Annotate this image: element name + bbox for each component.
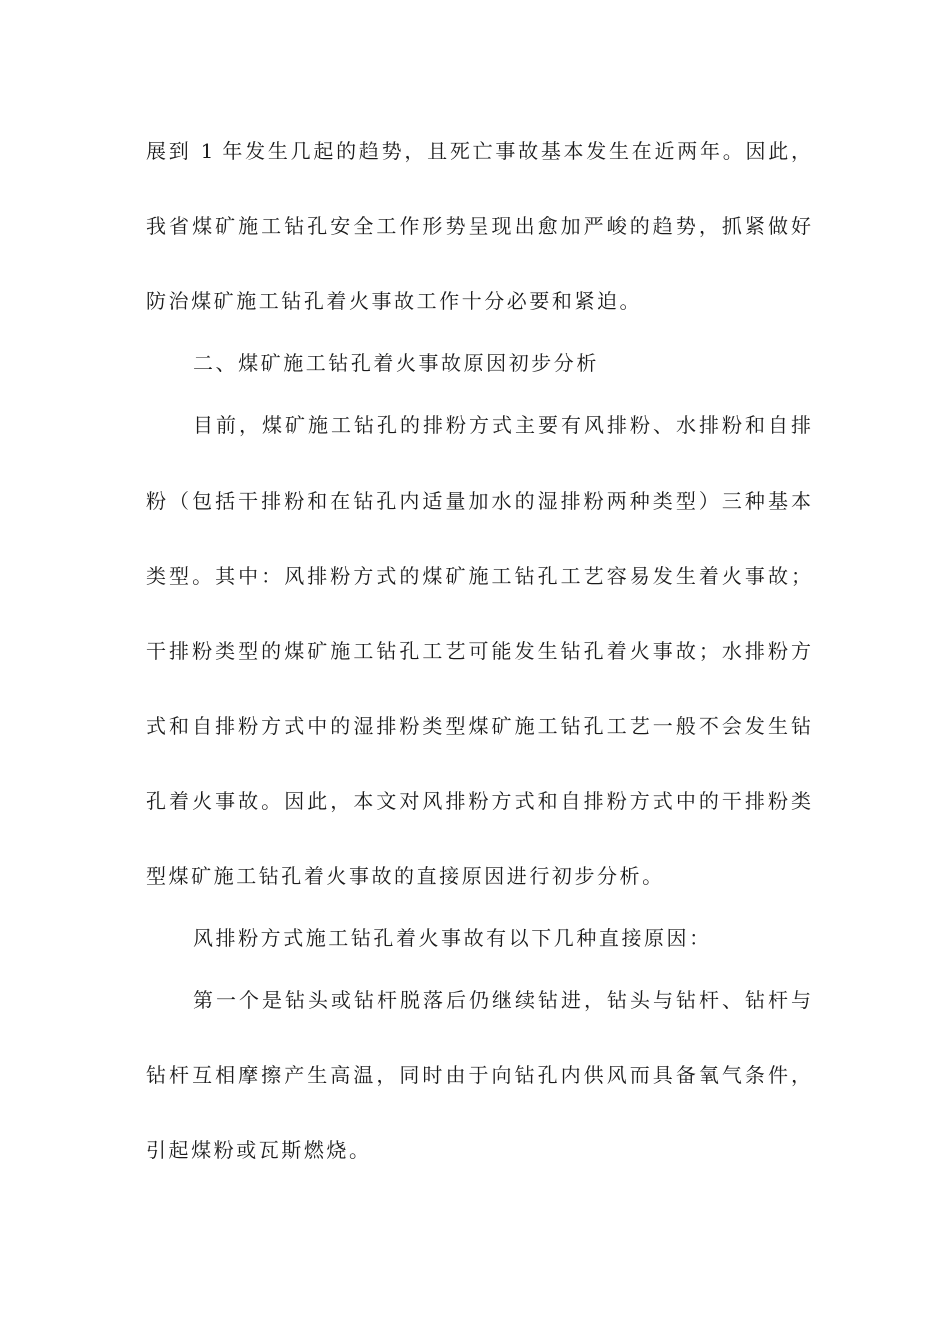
paragraph-line-10: 孔着火事故。因此，本文对风排粉方式和自排粉方式中的干排粉类: [146, 789, 811, 813]
paragraph-line-5: 目前，煤矿施工钻孔的排粉方式主要有风排粉、水排粉和自排: [193, 413, 811, 437]
paragraph-line-15: 引起煤粉或瓦斯燃烧。: [146, 1138, 372, 1162]
paragraph-line-13: 第一个是钻头或钻杆脱落后仍继续钻进，钻头与钻杆、钻杆与: [193, 988, 811, 1012]
section-heading: 二、煤矿施工钻孔着火事故原因初步分析: [193, 351, 599, 375]
paragraph-line-3: 防治煤矿施工钻孔着火事故工作十分必要和紧迫。: [146, 289, 643, 313]
paragraph-line-11: 型煤矿施工钻孔着火事故的直接原因进行初步分析。: [146, 864, 665, 888]
paragraph-line-9: 式和自排粉方式中的湿排粉类型煤矿施工钻孔工艺一般不会发生钻: [146, 714, 811, 738]
paragraph-line-14: 钻杆互相摩擦产生高温，同时由于向钻孔内供风而具备氧气条件，: [146, 1063, 811, 1087]
paragraph-line-1: 展到 1 年发生几起的趋势，且死亡事故基本发生在近两年。因此，: [146, 139, 811, 163]
paragraph-line-8: 干排粉类型的煤矿施工钻孔工艺可能发生钻孔着火事故；水排粉方: [146, 639, 811, 663]
paragraph-line-7: 类型。其中：风排粉方式的煤矿施工钻孔工艺容易发生着火事故；: [146, 564, 811, 588]
paragraph-line-2: 我省煤矿施工钻孔安全工作形势呈现出愈加严峻的趋势，抓紧做好: [146, 214, 811, 238]
paragraph-line-12: 风排粉方式施工钻孔着火事故有以下几种直接原因：: [193, 926, 712, 950]
paragraph-line-6: 粉（包括干排粉和在钻孔内适量加水的湿排粉两种类型）三种基本: [146, 489, 811, 513]
